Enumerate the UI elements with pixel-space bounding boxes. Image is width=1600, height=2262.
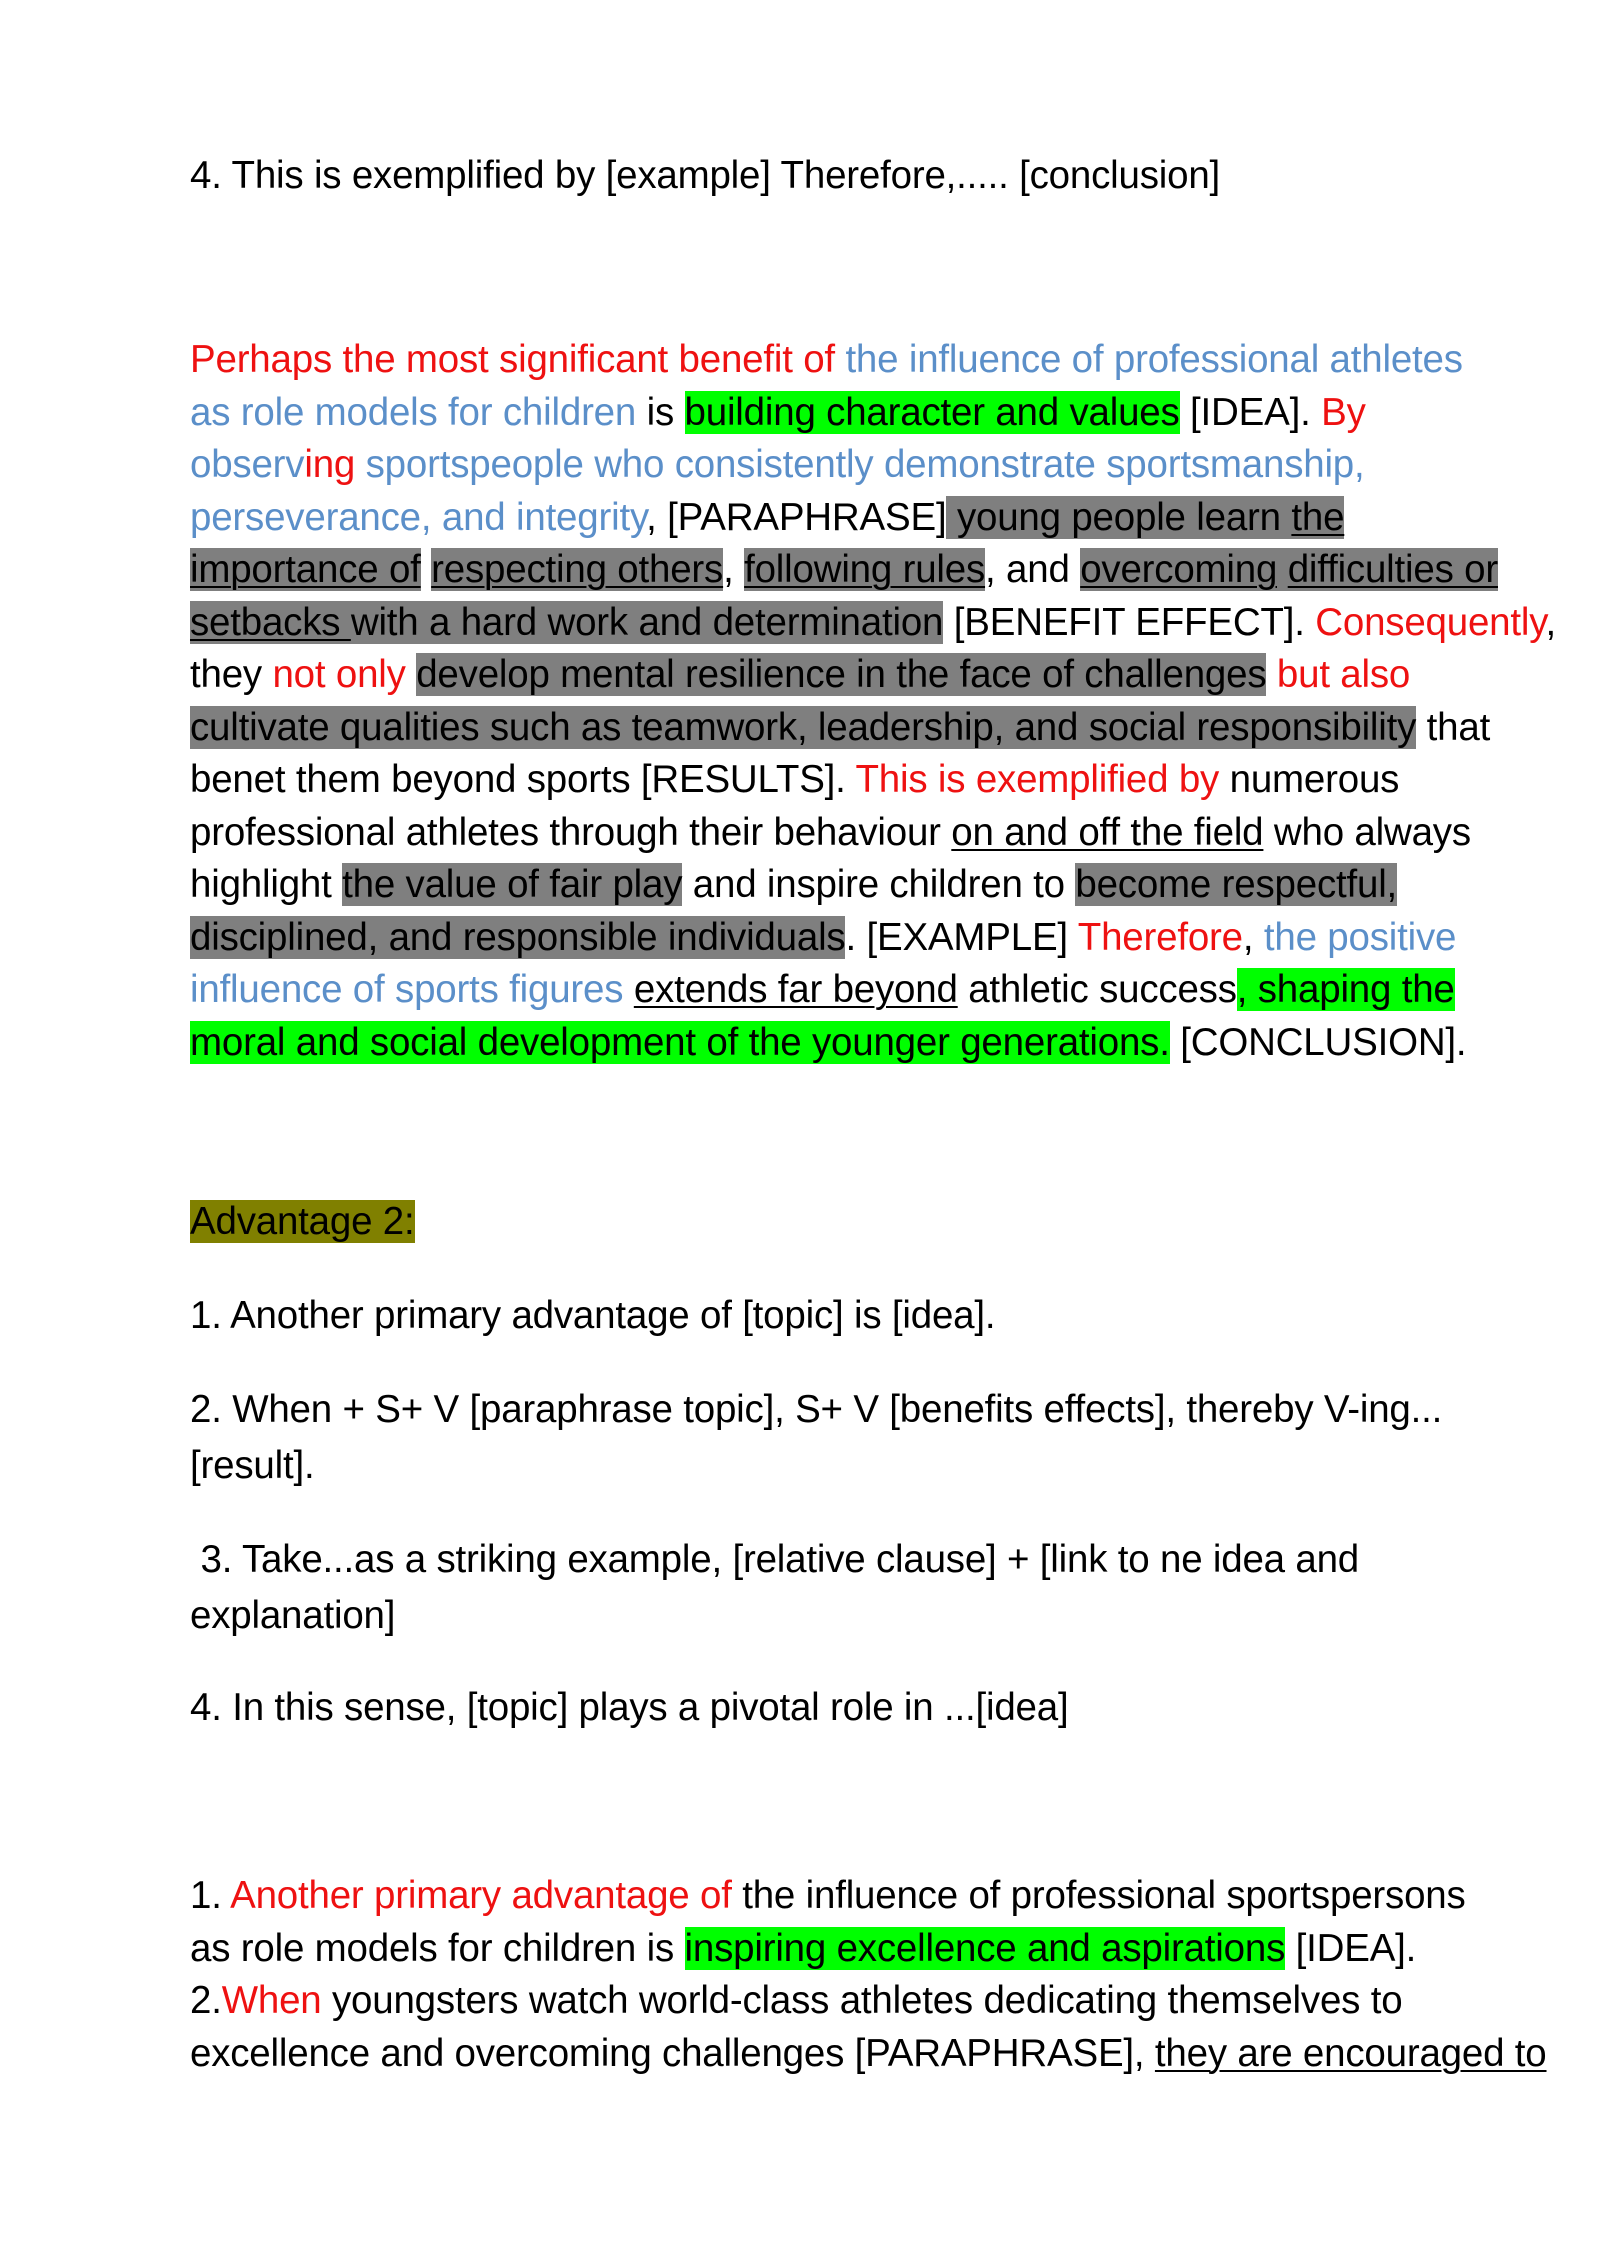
- template-step-4: [190, 150, 1220, 203]
- text-run: [623, 968, 634, 1011]
- step-4-text: 4. This is exemplified by [example] Therefore,..... [conclusion]: [190, 154, 1221, 197]
- step-3-line-2: [190, 1588, 1359, 1644]
- transition-phrase: Therefore: [1077, 915, 1243, 959]
- step-2-line-1: [190, 1382, 1442, 1438]
- underlined-phrase: they are encouraged to: [1154, 2031, 1547, 2075]
- topic-phrase: sportspeople who consistently demonstrate sportsmanship,: [355, 443, 1365, 486]
- p2-line-3: [190, 1975, 1547, 2028]
- effect-highlight: the: [1291, 495, 1345, 539]
- p1-line-3: [190, 439, 1556, 492]
- idea-highlight: building character and values: [684, 390, 1180, 434]
- effect-highlight: with a hard work and determination: [350, 600, 944, 644]
- underlined-phrase: on and off the field: [951, 810, 1264, 854]
- p2-line-1: [190, 1870, 1547, 1923]
- p1-line-4: [190, 492, 1556, 545]
- example-tag: . [EXAMPLE]: [845, 915, 1078, 959]
- effect-highlight: following rules: [744, 548, 986, 591]
- topic-phrase: as role models for children: [190, 390, 637, 434]
- text-run: ,: [1242, 915, 1264, 959]
- idea-tag: [IDEA].: [1179, 390, 1322, 434]
- text-run: they: [190, 653, 273, 696]
- template-step-1: [190, 1290, 995, 1343]
- text-run: highlight: [190, 863, 343, 906]
- text-run: the influence of professional sportspersons: [731, 1874, 1466, 1917]
- step-3-text: 3. Take...as a striking example, [relative clause] + [link to ne idea and: [190, 1538, 1360, 1581]
- topic-phrase: the positive: [1263, 915, 1457, 959]
- conclusion-highlight: moral and social development of the younger generations.: [190, 1020, 1170, 1064]
- step-2-line-2: [190, 1438, 1442, 1494]
- effect-highlight: respecting others: [431, 548, 724, 591]
- p1-line-5: [190, 544, 1556, 597]
- conclusion-tag: [CONCLUSION].: [1169, 1020, 1467, 1064]
- step-3-line-1: [190, 1532, 1359, 1588]
- topic-phrase: perseverance, and integrity: [190, 495, 647, 539]
- p1-line-11: [190, 859, 1556, 912]
- p1-line-7: [190, 649, 1556, 702]
- p1-line-12: [190, 912, 1556, 965]
- transition-phrase: but also: [1276, 653, 1411, 696]
- step-2-text: 2. When + S+ V [paraphrase topic], S+ V [benefits effects], thereby V-ing...: [190, 1388, 1443, 1431]
- template-step-2: [190, 1382, 1442, 1494]
- template-step-4-adv2: [190, 1682, 1068, 1735]
- p1-line-13: [190, 964, 1556, 1017]
- text-run: excellence and overcoming challenges [PARAPHRASE],: [190, 2031, 1155, 2075]
- topic-phrase: observ: [190, 443, 305, 486]
- example-highlight: become respectful,: [1075, 863, 1398, 906]
- result-highlight: develop mental resilience in the face of challenges: [416, 653, 1267, 696]
- effect-highlight: [1277, 548, 1288, 591]
- transition-phrase: not only: [272, 653, 406, 696]
- p1-line-8: [190, 702, 1556, 755]
- step-4-text: 4. In this sense, [topic] plays a pivotal role in ...[idea]: [190, 1686, 1069, 1729]
- transition-phrase: This is exemplified by: [855, 758, 1220, 801]
- transition-phrase: ing: [304, 443, 356, 486]
- text-run: and inspire children to: [682, 863, 1076, 906]
- idea-tag: [IDEA].: [1285, 1926, 1417, 1970]
- step-2-text: [result].: [190, 1444, 315, 1487]
- p1-line-1: [190, 334, 1556, 387]
- text-run: [1266, 653, 1277, 696]
- effect-highlight: importance of: [190, 548, 421, 591]
- text-run: 2.: [190, 1979, 222, 2022]
- idea-highlight: inspiring excellence and aspirations: [684, 1926, 1286, 1970]
- text-run: ,: [1545, 600, 1556, 644]
- p1-line-6: [190, 597, 1556, 650]
- topic-phrase: influence of sports figures: [190, 968, 624, 1011]
- text-run: 1.: [190, 1874, 231, 1917]
- text-run: ,: [723, 548, 745, 591]
- results-tag: benet them beyond sports [RESULTS].: [190, 758, 856, 801]
- text-run: that: [1416, 705, 1491, 749]
- template-step-3: [190, 1532, 1359, 1644]
- p2-line-4: [190, 2028, 1547, 2081]
- text-run: youngsters watch world-class athletes dedicating themselves to: [321, 1979, 1403, 2022]
- benefit-effect-tag: [BENEFIT EFFECT].: [943, 600, 1316, 644]
- effect-highlight: difficulties or: [1287, 548, 1498, 591]
- conclusion-highlight: , shaping the: [1236, 968, 1455, 1011]
- transition-phrase: Another primary advantage of: [230, 1874, 732, 1917]
- transition-phrase: By: [1321, 390, 1366, 434]
- transition-phrase: Perhaps the most significant benefit of: [190, 338, 846, 381]
- p1-line-10: [190, 807, 1556, 860]
- effect-highlight: overcoming: [1080, 548, 1278, 591]
- text-run: [421, 548, 432, 591]
- paragraph-advantage-1: [190, 334, 1556, 1069]
- text-run: , and: [985, 548, 1081, 591]
- paragraph-advantage-2: [190, 1870, 1547, 2080]
- heading-text: Advantage 2:: [190, 1200, 415, 1243]
- step-1-text: 1. Another primary advantage of [topic] is [idea].: [190, 1294, 996, 1337]
- advantage-2-heading: [190, 1196, 415, 1249]
- paraphrase-tag: , [PARAPHRASE]: [646, 495, 947, 539]
- text-run: is: [636, 390, 685, 434]
- p2-line-2: [190, 1923, 1547, 1976]
- text-run: professional athletes through their behaviour: [190, 810, 952, 854]
- effect-highlight: setbacks: [190, 600, 351, 644]
- step-3-text: explanation]: [190, 1594, 396, 1637]
- effect-highlight: young people learn: [946, 495, 1292, 539]
- topic-phrase: the influence of professional athletes: [845, 338, 1463, 381]
- text-run: who always: [1263, 810, 1471, 854]
- text-run: numerous: [1219, 758, 1400, 801]
- example-highlight: disciplined, and responsible individuals: [190, 915, 846, 959]
- p1-line-14: [190, 1017, 1556, 1070]
- p1-line-2: [190, 387, 1556, 440]
- example-highlight: the value of fair play: [342, 863, 683, 906]
- transition-phrase: When: [221, 1979, 322, 2022]
- result-highlight: cultivate qualities such as teamwork, leadership, and social responsibility: [190, 705, 1417, 749]
- text-run: [406, 653, 417, 696]
- p1-line-9: [190, 754, 1556, 807]
- underlined-phrase: extends far beyond: [633, 968, 958, 1011]
- transition-phrase: Consequently: [1315, 600, 1546, 644]
- text-run: as role models for children is: [190, 1926, 685, 1970]
- text-run: athletic success: [957, 968, 1237, 1011]
